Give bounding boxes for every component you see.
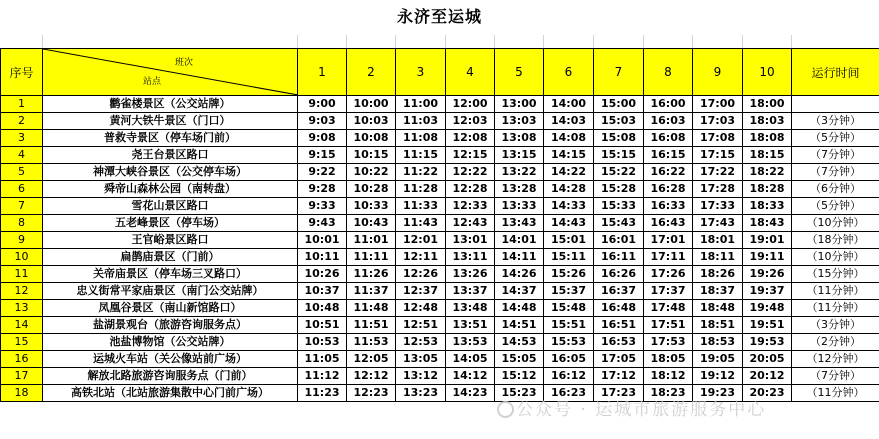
departure-time: 12:00 — [446, 96, 495, 113]
departure-time: 19:01 — [743, 232, 792, 249]
runtime — [792, 96, 879, 113]
departure-time: 11:33 — [396, 198, 446, 215]
header-trip: 9 — [693, 49, 743, 96]
departure-time: 14:22 — [544, 164, 594, 181]
departure-time: 10:22 — [347, 164, 396, 181]
header-trip-stop — [43, 49, 298, 96]
departure-time: 17:26 — [644, 266, 693, 283]
departure-time: 10:33 — [347, 198, 396, 215]
stop-name: 神潭大峡谷景区（公交停车场） — [43, 164, 298, 181]
departure-time: 18:51 — [693, 317, 743, 334]
departure-time: 10:11 — [298, 249, 347, 266]
table-row — [1, 300, 879, 317]
stop-name: 忠义街常平家庙景区（南门公交站牌） — [43, 283, 298, 300]
page-title: 永济至运城 — [396, 7, 482, 26]
departure-time: 14:01 — [495, 232, 544, 249]
departure-time: 11:51 — [347, 317, 396, 334]
departure-time: 20:23 — [743, 385, 792, 402]
departure-time: 13:53 — [446, 334, 495, 351]
timetable-body — [1, 96, 879, 402]
departure-time: 15:00 — [594, 96, 644, 113]
departure-time: 11:15 — [396, 147, 446, 164]
departure-time: 14:33 — [544, 198, 594, 215]
departure-time: 12:01 — [396, 232, 446, 249]
stop-name: 解放北路旅游咨询服务点（门前） — [43, 368, 298, 385]
departure-time: 17:08 — [693, 130, 743, 147]
departure-time: 14:37 — [495, 283, 544, 300]
departure-time: 16:11 — [594, 249, 644, 266]
departure-time: 13:23 — [396, 385, 446, 402]
header-trip: 5 — [495, 49, 544, 96]
stop-name: 普救寺景区（停车场门前） — [43, 130, 298, 147]
departure-time: 18:22 — [743, 164, 792, 181]
departure-time: 12:48 — [396, 300, 446, 317]
departure-time: 10:48 — [298, 300, 347, 317]
departure-time: 14:12 — [446, 368, 495, 385]
departure-time: 16:51 — [594, 317, 644, 334]
departure-time: 10:26 — [298, 266, 347, 283]
departure-time: 16:05 — [544, 351, 594, 368]
runtime: （12分钟） — [792, 351, 879, 368]
runtime: （10分钟） — [792, 215, 879, 232]
departure-time: 14:11 — [495, 249, 544, 266]
departure-time: 15:22 — [594, 164, 644, 181]
departure-time: 15:43 — [594, 215, 644, 232]
departure-time: 18:43 — [743, 215, 792, 232]
departure-time: 15:48 — [544, 300, 594, 317]
departure-time: 12:33 — [446, 198, 495, 215]
row-seq: 5 — [1, 164, 43, 181]
row-seq: 16 — [1, 351, 43, 368]
departure-time: 17:01 — [644, 232, 693, 249]
table-row — [1, 113, 879, 130]
departure-time: 14:15 — [544, 147, 594, 164]
departure-time: 10:03 — [347, 113, 396, 130]
departure-time: 12:12 — [347, 368, 396, 385]
departure-time: 11:26 — [347, 266, 396, 283]
departure-time: 11:37 — [347, 283, 396, 300]
departure-time: 10:53 — [298, 334, 347, 351]
departure-time: 11:11 — [347, 249, 396, 266]
departure-time: 15:51 — [544, 317, 594, 334]
departure-time: 13:12 — [396, 368, 446, 385]
departure-time: 9:08 — [298, 130, 347, 147]
departure-time: 17:00 — [693, 96, 743, 113]
header-row — [1, 49, 879, 96]
departure-time: 11:43 — [396, 215, 446, 232]
departure-time: 12:11 — [396, 249, 446, 266]
departure-time: 13:48 — [446, 300, 495, 317]
departure-time: 12:08 — [446, 130, 495, 147]
runtime: （11分钟） — [792, 300, 879, 317]
departure-time: 9:33 — [298, 198, 347, 215]
departure-time: 19:05 — [693, 351, 743, 368]
departure-time: 9:03 — [298, 113, 347, 130]
row-seq: 8 — [1, 215, 43, 232]
departure-time: 16:12 — [544, 368, 594, 385]
empty-grid-row — [0, 35, 879, 49]
departure-time: 12:37 — [396, 283, 446, 300]
departure-time: 18:08 — [743, 130, 792, 147]
row-seq: 6 — [1, 181, 43, 198]
departure-time: 19:51 — [743, 317, 792, 334]
runtime: （2分钟） — [792, 334, 879, 351]
departure-time: 11:08 — [396, 130, 446, 147]
wechat-icon — [497, 401, 514, 418]
stop-name: 池盐博物馆（公交站牌） — [43, 334, 298, 351]
stop-name: 尧王台景区路口 — [43, 147, 298, 164]
departure-time: 17:12 — [594, 368, 644, 385]
runtime: （7分钟） — [792, 164, 879, 181]
departure-time: 13:43 — [495, 215, 544, 232]
departure-time: 12:53 — [396, 334, 446, 351]
departure-time: 13:26 — [446, 266, 495, 283]
row-seq: 4 — [1, 147, 43, 164]
departure-time: 17:28 — [693, 181, 743, 198]
row-seq: 10 — [1, 249, 43, 266]
departure-time: 14:48 — [495, 300, 544, 317]
departure-time: 12:22 — [446, 164, 495, 181]
row-seq: 11 — [1, 266, 43, 283]
departure-time: 10:08 — [347, 130, 396, 147]
departure-time: 15:37 — [544, 283, 594, 300]
header-trip: 7 — [594, 49, 644, 96]
row-seq: 2 — [1, 113, 43, 130]
departure-time: 11:12 — [298, 368, 347, 385]
header-trip: 10 — [743, 49, 792, 96]
stop-name: 高铁北站（北站旅游集散中心门前广场） — [43, 385, 298, 402]
row-seq: 13 — [1, 300, 43, 317]
stop-name: 黄河大铁牛景区（门口） — [43, 113, 298, 130]
departure-time: 17:43 — [693, 215, 743, 232]
departure-time: 19:48 — [743, 300, 792, 317]
departure-time: 17:15 — [693, 147, 743, 164]
departure-time: 14:00 — [544, 96, 594, 113]
departure-time: 13:28 — [495, 181, 544, 198]
table-row — [1, 385, 879, 402]
departure-time: 17:23 — [594, 385, 644, 402]
departure-time: 18:37 — [693, 283, 743, 300]
departure-time: 15:08 — [594, 130, 644, 147]
table-row — [1, 249, 879, 266]
departure-time: 15:33 — [594, 198, 644, 215]
departure-time: 11:48 — [347, 300, 396, 317]
departure-time: 10:00 — [347, 96, 396, 113]
row-seq: 12 — [1, 283, 43, 300]
departure-time: 15:01 — [544, 232, 594, 249]
departure-time: 17:03 — [693, 113, 743, 130]
departure-time: 19:26 — [743, 266, 792, 283]
row-seq: 7 — [1, 198, 43, 215]
departure-time: 15:15 — [594, 147, 644, 164]
row-seq: 17 — [1, 368, 43, 385]
departure-time: 18:26 — [693, 266, 743, 283]
departure-time: 16:37 — [594, 283, 644, 300]
table-row — [1, 181, 879, 198]
departure-time: 16:48 — [594, 300, 644, 317]
departure-time: 9:15 — [298, 147, 347, 164]
departure-time: 18:28 — [743, 181, 792, 198]
departure-time: 20:05 — [743, 351, 792, 368]
header-trip: 6 — [544, 49, 594, 96]
departure-time: 17:22 — [693, 164, 743, 181]
header-trip: 8 — [644, 49, 693, 96]
stop-name: 凤凰谷景区（南山新馆路口） — [43, 300, 298, 317]
departure-time: 18:33 — [743, 198, 792, 215]
departure-time: 12:05 — [347, 351, 396, 368]
departure-time: 12:26 — [396, 266, 446, 283]
departure-time: 9:28 — [298, 181, 347, 198]
departure-time: 13:15 — [495, 147, 544, 164]
departure-time: 13:08 — [495, 130, 544, 147]
departure-time: 17:33 — [693, 198, 743, 215]
departure-time: 14:26 — [495, 266, 544, 283]
timetable — [0, 48, 879, 402]
departure-time: 15:28 — [594, 181, 644, 198]
table-row — [1, 351, 879, 368]
departure-time: 15:11 — [544, 249, 594, 266]
stop-name: 王官峪景区路口 — [43, 232, 298, 249]
departure-time: 18:15 — [743, 147, 792, 164]
departure-time: 11:05 — [298, 351, 347, 368]
runtime: （5分钟） — [792, 198, 879, 215]
departure-time: 16:08 — [644, 130, 693, 147]
departure-time: 14:05 — [446, 351, 495, 368]
row-seq: 18 — [1, 385, 43, 402]
departure-time: 17:05 — [594, 351, 644, 368]
departure-time: 15:05 — [495, 351, 544, 368]
departure-time: 16:33 — [644, 198, 693, 215]
table-row — [1, 283, 879, 300]
departure-time: 18:00 — [743, 96, 792, 113]
departure-time: 14:23 — [446, 385, 495, 402]
departure-time: 18:03 — [743, 113, 792, 130]
runtime: （15分钟） — [792, 266, 879, 283]
departure-time: 10:28 — [347, 181, 396, 198]
stop-name: 舜帝山森林公园（南转盘） — [43, 181, 298, 198]
departure-time: 20:12 — [743, 368, 792, 385]
stop-name: 扁鹊庙景区（门前） — [43, 249, 298, 266]
row-seq: 15 — [1, 334, 43, 351]
header-trip: 3 — [396, 49, 446, 96]
departure-time: 14:51 — [495, 317, 544, 334]
runtime: （5分钟） — [792, 130, 879, 147]
runtime: （7分钟） — [792, 368, 879, 385]
header-trip: 2 — [347, 49, 396, 96]
stop-name: 雪花山景区路口 — [43, 198, 298, 215]
departure-time: 15:03 — [594, 113, 644, 130]
runtime: （18分钟） — [792, 232, 879, 249]
stop-name: 五老峰景区（停车场） — [43, 215, 298, 232]
departure-time: 16:28 — [644, 181, 693, 198]
departure-time: 13:22 — [495, 164, 544, 181]
departure-time: 10:37 — [298, 283, 347, 300]
departure-time: 13:03 — [495, 113, 544, 130]
departure-time: 12:03 — [446, 113, 495, 130]
departure-time: 12:15 — [446, 147, 495, 164]
departure-time: 14:08 — [544, 130, 594, 147]
table-row — [1, 368, 879, 385]
header-stop-label: 站点 — [143, 77, 162, 87]
header-trip-label: 班次 — [174, 58, 193, 68]
departure-time: 13:33 — [495, 198, 544, 215]
departure-time: 17:53 — [644, 334, 693, 351]
table-row — [1, 266, 879, 283]
departure-time: 11:01 — [347, 232, 396, 249]
departure-time: 11:28 — [396, 181, 446, 198]
departure-time: 15:53 — [544, 334, 594, 351]
departure-time: 13:01 — [446, 232, 495, 249]
runtime: （3分钟） — [792, 317, 879, 334]
row-seq: 1 — [1, 96, 43, 113]
departure-time: 16:43 — [644, 215, 693, 232]
row-seq: 14 — [1, 317, 43, 334]
departure-time: 18:23 — [644, 385, 693, 402]
departure-time: 13:00 — [495, 96, 544, 113]
departure-time: 13:51 — [446, 317, 495, 334]
departure-time: 12:43 — [446, 215, 495, 232]
table-row — [1, 215, 879, 232]
departure-time: 17:37 — [644, 283, 693, 300]
departure-time: 14:03 — [544, 113, 594, 130]
departure-time: 10:01 — [298, 232, 347, 249]
departure-time: 12:23 — [347, 385, 396, 402]
departure-time: 9:00 — [298, 96, 347, 113]
departure-time: 16:03 — [644, 113, 693, 130]
runtime: （7分钟） — [792, 147, 879, 164]
departure-time: 16:01 — [594, 232, 644, 249]
departure-time: 19:37 — [743, 283, 792, 300]
departure-time: 18:48 — [693, 300, 743, 317]
table-row — [1, 164, 879, 181]
table-row — [1, 232, 879, 249]
table-row — [1, 198, 879, 215]
stop-name: 鹳雀楼景区（公交站牌） — [43, 96, 298, 113]
header-trip: 4 — [446, 49, 495, 96]
departure-time: 14:28 — [544, 181, 594, 198]
departure-time: 19:23 — [693, 385, 743, 402]
departure-time: 11:22 — [396, 164, 446, 181]
departure-time: 18:05 — [644, 351, 693, 368]
header-trip: 1 — [298, 49, 347, 96]
departure-time: 16:23 — [544, 385, 594, 402]
departure-time: 17:48 — [644, 300, 693, 317]
departure-time: 10:15 — [347, 147, 396, 164]
departure-time: 9:43 — [298, 215, 347, 232]
table-row — [1, 334, 879, 351]
row-seq: 9 — [1, 232, 43, 249]
departure-time: 19:11 — [743, 249, 792, 266]
departure-time: 15:26 — [544, 266, 594, 283]
runtime: （3分钟） — [792, 113, 879, 130]
departure-time: 12:51 — [396, 317, 446, 334]
header-runtime: 运行时间 — [792, 49, 879, 96]
departure-time: 16:22 — [644, 164, 693, 181]
watermark-text: 公众号 · 运城市旅游服务中心 — [516, 400, 767, 420]
departure-time: 11:03 — [396, 113, 446, 130]
row-seq: 3 — [1, 130, 43, 147]
departure-time: 9:22 — [298, 164, 347, 181]
header-seq: 序号 — [1, 49, 43, 96]
departure-time: 18:11 — [693, 249, 743, 266]
departure-time: 12:28 — [446, 181, 495, 198]
table-row — [1, 317, 879, 334]
departure-time: 16:26 — [594, 266, 644, 283]
departure-time: 16:00 — [644, 96, 693, 113]
departure-time: 14:53 — [495, 334, 544, 351]
departure-time: 11:23 — [298, 385, 347, 402]
departure-time: 13:11 — [446, 249, 495, 266]
table-row — [1, 96, 879, 113]
departure-time: 19:12 — [693, 368, 743, 385]
departure-time: 11:53 — [347, 334, 396, 351]
departure-time: 15:12 — [495, 368, 544, 385]
departure-time: 17:11 — [644, 249, 693, 266]
departure-time: 16:15 — [644, 147, 693, 164]
departure-time: 18:53 — [693, 334, 743, 351]
runtime: （10分钟） — [792, 249, 879, 266]
departure-time: 19:53 — [743, 334, 792, 351]
departure-time: 17:51 — [644, 317, 693, 334]
runtime: （11分钟） — [792, 283, 879, 300]
table-row — [1, 147, 879, 164]
departure-time: 18:12 — [644, 368, 693, 385]
table-row — [1, 130, 879, 147]
departure-time: 11:00 — [396, 96, 446, 113]
stop-name: 关帝庙景区（停车场三叉路口） — [43, 266, 298, 283]
departure-time: 15:23 — [495, 385, 544, 402]
departure-time: 18:01 — [693, 232, 743, 249]
stop-name: 盐湖景观台（旅游咨询服务点） — [43, 317, 298, 334]
departure-time: 10:43 — [347, 215, 396, 232]
departure-time: 13:05 — [396, 351, 446, 368]
departure-time: 10:51 — [298, 317, 347, 334]
departure-time: 16:53 — [594, 334, 644, 351]
departure-time: 13:37 — [446, 283, 495, 300]
departure-time: 14:43 — [544, 215, 594, 232]
stop-name: 运城火车站（关公像站前广场） — [43, 351, 298, 368]
runtime: （6分钟） — [792, 181, 879, 198]
diagonal-divider — [43, 49, 298, 95]
runtime: （11分钟） — [792, 385, 879, 402]
